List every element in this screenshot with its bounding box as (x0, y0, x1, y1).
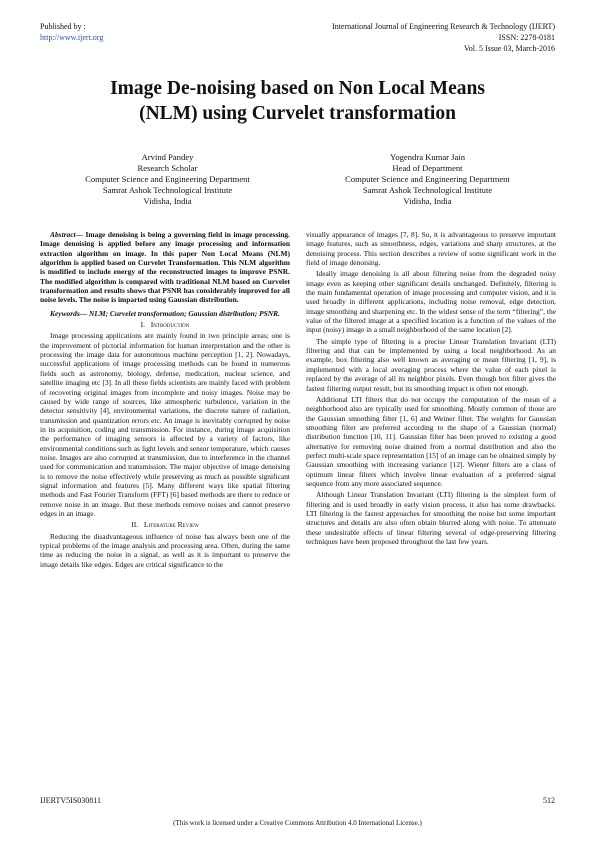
author-dept: Computer Science and Engineering Department (85, 174, 250, 184)
journal-url-link[interactable]: http://www.ijert.org (40, 33, 104, 42)
intro-paragraph: Image processing applications are mainly found in two principle areas; one is the improvement of pictorial information for human interpretation and the other is processing the image data for autonomous machine perception [1, 2]. Nowadays, successful applications of image processing methods can be found in numerous fields such as astronomy, biology, defense, medication, nuclear science, and satellite imaging etc [3]. In all these fields scientists are mainly faced with problem of recovering original images from incomplete and noisy images. Noise may be caused by wide range of sources, like atmospheric turbulence, variation in the detector sensitivity [4], environmental variations, the discrete nature of radiation, transmission and quantization errors etc. An image is inevitably corrupted by noise in its acquisition, coding and transmission. For instance, during image acquisition the performance of imaging sensors is affected by a variety of factors, like environmental conditions such as light levels and sensor temperature, which causes noise. Images are also corrupted at transmission, due to interference in the channel used for communication and transmission. The major objective of image denoising is to remove the noise effectively while preserving as much as possible significant signal information and features [5]. Many different ways like spatial filtering methods and Fast Fourier Transform (FFT) [6] based methods are there to reduce or remove noise in an image. But these methods remove noises and cannot preserve edges in an image. (40, 331, 290, 518)
section-heading-literature-review: II. Literature Review (131, 520, 199, 530)
right-column (306, 230, 556, 548)
author-institute: Samrat Ashok Technological Institute (102, 185, 233, 195)
paragraph: The simple type of filtering is a precise Linear Translation Invariant (LTI) filtering and that can be implemented by using a local neighborhood. As an example, box filtering also well known as averaging or mean filtering [1, 9], is implemented with a local averaging process where the value of each pixel is replaced by the average of all its neighbor pixels. Even though box filter gives the fastest filtering output result, but its smoothing impact is often not enough. (306, 336, 556, 393)
section-heading-introduction: I. Introduction (140, 320, 190, 330)
paragraph: Ideally image denoising is all about filtering noise from the degraded noisy image even as keeping other significant details unchanged. Definitely, filtering is the main fundamental operation of image processing and computer vision, and it is used broadly in different applications, including noise removal, edge detection, image smoothing and sharpening etc. In the widest sense of the term “filtering”, the value of the filtered image at a specified location is a function of the values of the input (noisy) image in a small neighborhood of the same location [2]. (306, 269, 556, 335)
abstract-label: Abstract— (50, 230, 84, 239)
paper-id: IJERTV5IS030811 (40, 796, 101, 805)
keywords: Keywords— NLM; Curvelet transformation; Gaussian distribution; PSNR. (50, 308, 280, 318)
literature-paragraph: Reducing the disadvantageous influence of noise has always been one of the typical problems of the image analysis and processing area. Often, during the same time as reducing the noise in a signal, as well as it is important to preserve the image details like edges. Edges are critical significance to the (40, 531, 290, 569)
author-block-1 (40, 152, 295, 207)
title-line-2: (NLM) using Curvelet transformation (139, 103, 456, 124)
author-role: Research Scholar (137, 163, 198, 173)
publisher-label: Published by : (40, 22, 86, 31)
author-role: Head of Department (392, 163, 463, 173)
author-dept: Computer Science and Engineering Department (345, 174, 510, 184)
author-location: Vidisha, India (143, 196, 192, 206)
paper-title (40, 76, 555, 126)
author-name: Yogendra Kumar Jain (389, 152, 466, 162)
abstract (40, 230, 290, 305)
left-column (40, 230, 290, 571)
abstract-text: Image denoising is being a governing field in image processing. Image denoising is applied before any image processing and information extraction algorithm on image. In this paper Non Local Means (NLM) algorithm is applied based on Curvelet Transformation. This NLM algorithm is modified to include energy of the reconstructed images to improve PSNR. The modified algorithm is compared with traditional NLM based on Curvelet transformation and results shows that PSNR has considerably improved for all noise levels. The noise is imparted using Gaussian distribution. (40, 230, 291, 305)
issn: ISSN: 2278-0181 (498, 33, 555, 42)
paragraph: Additional LTI filters that do not occupy the computation of the mean of a neighborhood also are typically used for smoothing. Mostly common of those are the Gaussian smoothing filter [1, 6] and Weiner filter. The weights for Gaussian smoothing filter are preferred according to the shape of a Gaussian (normal) distribution function [10, 11]. Gaussian filter has been proved to existing a good alternative for removing noise drained from a normal distribution and also the perfect multi-scale space representation [15] of an image can be obtained simply by Gaussian smoothing with increasing variance [12]. Wiener filters are a class of optimum linear filters which involve linear evaluation of a preferred signal sequence from any more associated sequence. (306, 394, 556, 488)
author-institute: Samrat Ashok Technological Institute (362, 185, 493, 195)
page-number: 512 (543, 796, 555, 805)
paragraph: visually appearance of images [7, 8]. So, it is advantageous to preserve important image features, such as smoothness, edges, variations and sharp structures, at the denoising process. This section describes a review of some significant work in the field of image denoising. (306, 230, 556, 268)
journal-name: International Journal of Engineering Research & Technology (IJERT) (332, 22, 555, 31)
author-name: Arvind Pandey (141, 152, 194, 162)
author-location: Vidisha, India (403, 196, 452, 206)
license-note: (This work is licensed under a Creative Commons Attribution 4.0 International License.) (173, 819, 422, 827)
title-line-1: Image De-noising based on Non Local Means (110, 78, 485, 99)
paragraph: Although Linear Translation Invariant (LTI) filtering is the simplest form of filtering and is used broadly in early vision process, it also has some drawbacks. LTI filtering is the fastest approaches for smoothing the noise but some important structures and details are also often obtain blurred along with noise. To attenuate these undesirable effects of linear filtering several of edge-preserving filtering techniques have been proposed throughout the last few years. (306, 490, 556, 546)
author-block-2 (300, 152, 555, 207)
volume-issue: Vol. 5 Issue 03, March-2016 (464, 44, 555, 53)
